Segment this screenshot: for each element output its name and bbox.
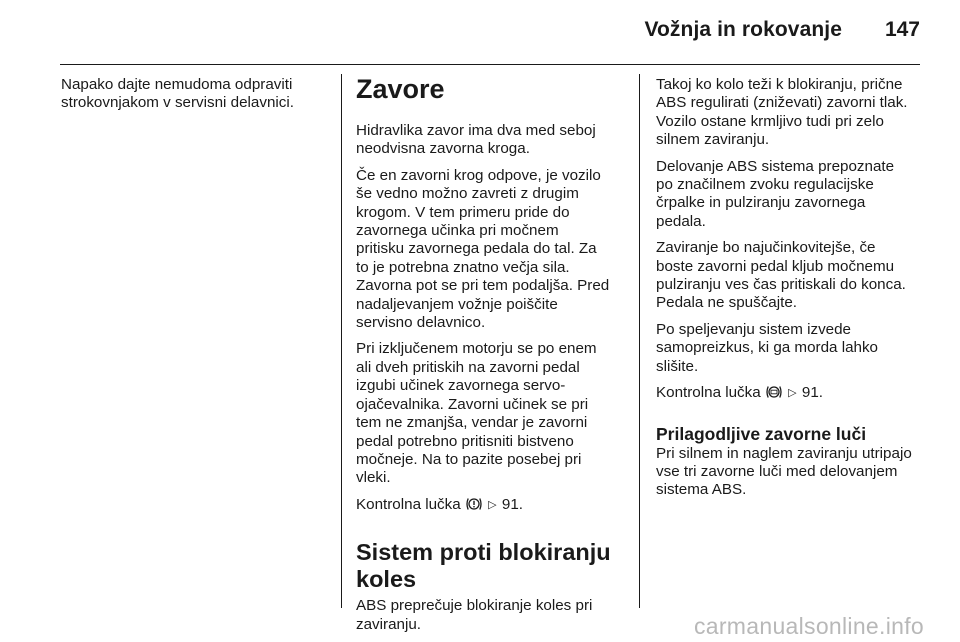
- column-right: [656, 76, 924, 500]
- column-left: [61, 76, 329, 121]
- column-divider: [639, 74, 640, 608]
- page-title: Vožnja in rokovanje: [644, 18, 842, 41]
- reference-page[interactable]: 91.: [501, 495, 523, 513]
- paragraph: Pri silnem in naglem zaviranju utripajo vse tri zavorne luči med delovanjem sistema ABS.: [656, 444, 912, 499]
- page-header: [60, 0, 920, 65]
- paragraph: ABS preprečuje blokiranje koles pri zaviranju.: [356, 597, 593, 633]
- paragraph: Zaviranje bo najučinkovitejše, če boste zavorni pedal kljub močnemu pulziranju ves čas pritiskali do konca. Pedala ne spuščajte.: [656, 239, 906, 312]
- section-heading-brakes: Zavore: [356, 74, 445, 104]
- warning-light-reference: [656, 384, 924, 405]
- paragraph: Takoj ko kolo teži k blokiranju, prične ABS regulirati (zniževati) zavorni tlak. Vozilo ostane krmljivo tudi pri zelo silnem zaviranju.: [656, 76, 908, 149]
- brake-warning-icon: [465, 496, 483, 517]
- section-heading-adaptive-brake-lights: Prilagodljive zavorne luči: [656, 423, 867, 444]
- page-number: 147: [884, 18, 920, 41]
- page-reference-arrow-icon: ▷: [788, 387, 797, 400]
- paragraph: Hidravlika zavor ima dva med seboj neodvisna zavorna kroga.: [356, 122, 596, 158]
- page-reference-arrow-icon: ▷: [488, 498, 497, 511]
- paragraph: Pri izključenem motorju se po enem ali dveh pritiskih na zavorni pedal izgubi učinek zavornega servo- ojačevalnika. Zavorni učinek se pri tem ne zmanjša, vendar je zavorni pedal potrebno pritisniti bistveno močneje. Na to pazite posebej pri vleki.: [356, 340, 597, 487]
- paragraph: Po speljevanju sistem izvede samopreizkus, ki ga morda lahko slišite.: [656, 320, 879, 375]
- column-middle: [356, 74, 626, 642]
- reference-label: Kontrolna lučka: [356, 495, 461, 513]
- reference-label: Kontrolna lučka: [656, 384, 761, 402]
- paragraph: Napako dajte nemudoma odpraviti strokovnjakom v servisni delavnici.: [61, 76, 294, 112]
- paragraph: Delovanje ABS sistema prepoznate po značilnem zvoku regulacijske črpalke in pulziranju zavornega pedala.: [656, 157, 895, 230]
- section-heading-abs: Sistem proti blokiranju koles: [356, 539, 611, 593]
- reference-page[interactable]: 91.: [801, 384, 823, 402]
- warning-light-reference: [356, 496, 626, 517]
- abs-warning-icon: [765, 384, 783, 405]
- paragraph: Če en zavorni krog odpove, je vozilo še vedno možno zavreti z drugim krogom. V tem primeru pride do zavornega učinka pri močnem pritisku zavornega pedala do tal. Za to je potrebna znatno večja sila. Zavorna pot se pri tem podaljša. Pred nadaljevanjem vožnje poiščite servisno delavnico.: [356, 166, 610, 332]
- watermark: carmanualsonline.info: [693, 613, 924, 639]
- column-divider: [341, 74, 342, 608]
